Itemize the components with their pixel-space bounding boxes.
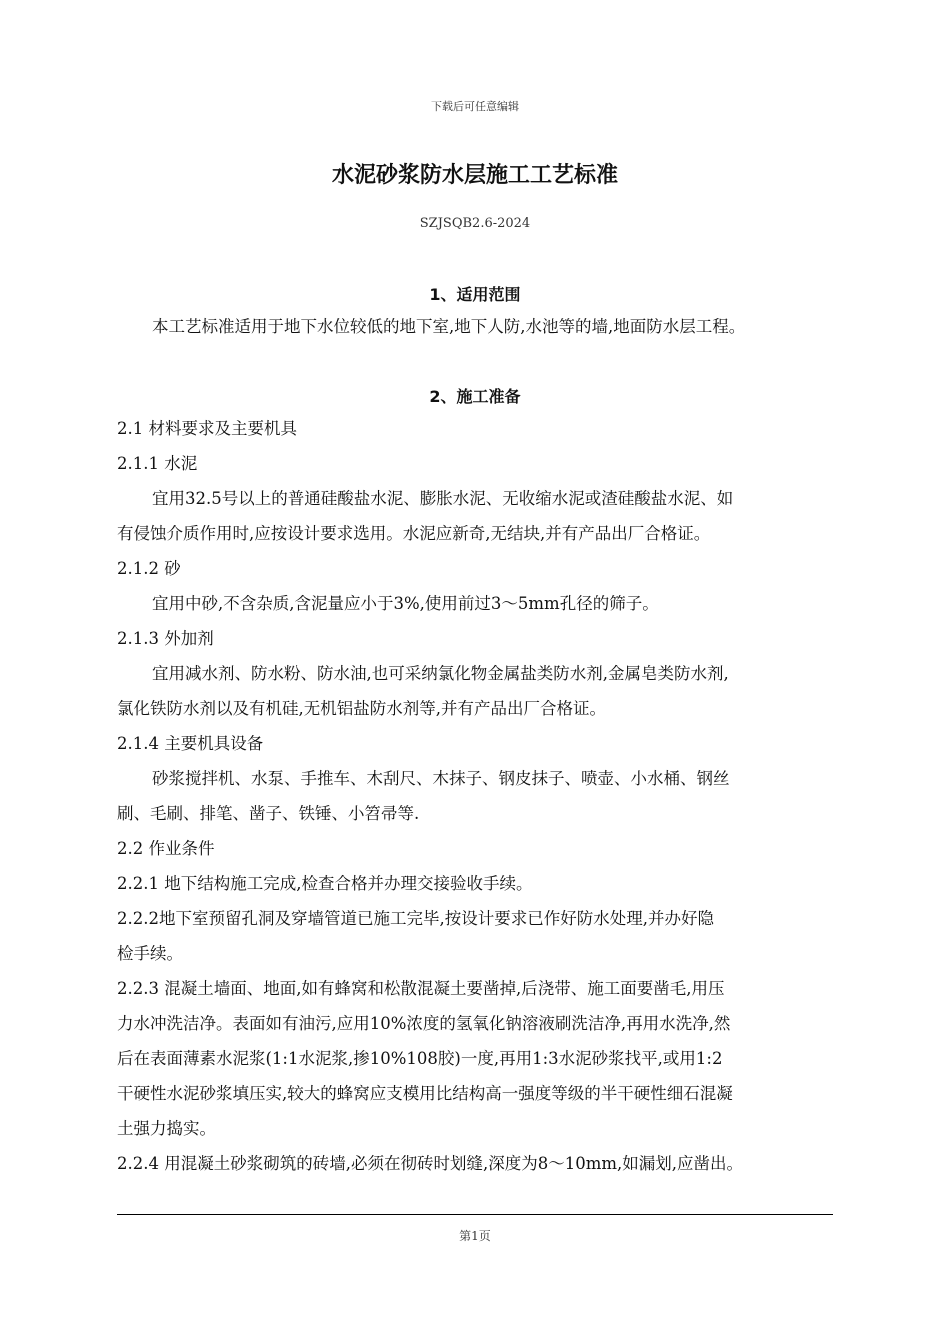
standard-code: SZJSQB2.6-2024 (419, 216, 531, 231)
paragraph-line: 2.2.4 用混凝土砂浆砌筑的砖墙,必须在彻砖时划缝,深度为8～10mm,如漏划,应凿出。 (117, 1154, 743, 1173)
paragraph-line: 宜用减水剂、防水粉、防水油,也可采纳氯化物金属盐类防水剂,金属皂类防水剂, (152, 664, 729, 683)
paragraph-line: 检手续。 (117, 944, 183, 963)
document-title: 水泥砂浆防水层施工工艺标准 (331, 163, 618, 188)
paragraph-line: 有侵蚀介质作用时,应按设计要求选用。水泥应新奇,无结块,并有产品出厂合格证。 (117, 524, 711, 543)
header-note: 下载后可任意编辑 (431, 100, 519, 113)
section-1-body: 本工艺标准适用于地下水位较低的地下室,地下人防,水池等的墙,地面防水层工程。 (152, 317, 746, 336)
subsection-heading: 2.1 材料要求及主要机具 (117, 419, 297, 438)
paragraph-line: 2.2.2地下室预留孔洞及穿墙管道已施工完毕,按设计要求已作好防水处理,并办好隐 (117, 909, 714, 928)
paragraph-line: 土强力捣实。 (117, 1119, 216, 1138)
paragraph-line: 宜用32.5号以上的普通硅酸盐水泥、膨胀水泥、无收缩水泥或渣硅酸盐水泥、如 (152, 489, 734, 508)
page-number: 第1页 (459, 1229, 491, 1243)
item-heading: 2.1.3 外加剂 (117, 629, 214, 648)
section-1-heading: 1、适用范围 (429, 285, 521, 304)
item-heading: 2.1.1 水泥 (117, 454, 198, 473)
paragraph-line: 后在表面薄素水泥浆(1:1水泥浆,掺10%108胶)一度,再用1:3水泥砂浆找平,或用1:2 (117, 1049, 723, 1068)
paragraph-line: 氯化铁防水剂以及有机硅,无机铝盐防水剂等,并有产品出厂合格证。 (117, 699, 606, 718)
paragraph-line: 干硬性水泥砂浆填压实,较大的蜂窝应支模用比结构高一强度等级的半干硬性细石混凝 (117, 1084, 733, 1103)
item-heading: 2.1.4 主要机具设备 (117, 734, 264, 753)
paragraph-line: 2.2.1 地下结构施工完成,检查合格并办理交接验收手续。 (117, 874, 533, 893)
footer-divider (117, 1214, 833, 1215)
paragraph-line: 2.2.3 混凝土墙面、地面,如有蜂窝和松散混凝土要凿掉,后浇带、施工面要凿毛,用压 (117, 979, 725, 998)
subsection-heading: 2.2 作业条件 (117, 839, 215, 858)
section-2-heading: 2、施工准备 (429, 387, 521, 406)
paragraph-line: 砂浆搅拌机、水泵、手推车、木刮尺、木抹子、钢皮抹子、喷壶、小水桶、钢丝 (152, 769, 730, 788)
paragraph-line: 力水冲洗洁净。表面如有油污,应用10%浓度的氢氧化钠溶液刷洗洁净,再用水洗净,然 (117, 1014, 731, 1033)
paragraph-line: 刷、毛刷、排笔、凿子、铁锤、小笤帚等. (117, 804, 420, 823)
item-heading: 2.1.2 砂 (117, 559, 181, 578)
paragraph-line: 宜用中砂,不含杂质,含泥量应小于3%,使用前过3～5mm孔径的筛子。 (152, 594, 659, 613)
